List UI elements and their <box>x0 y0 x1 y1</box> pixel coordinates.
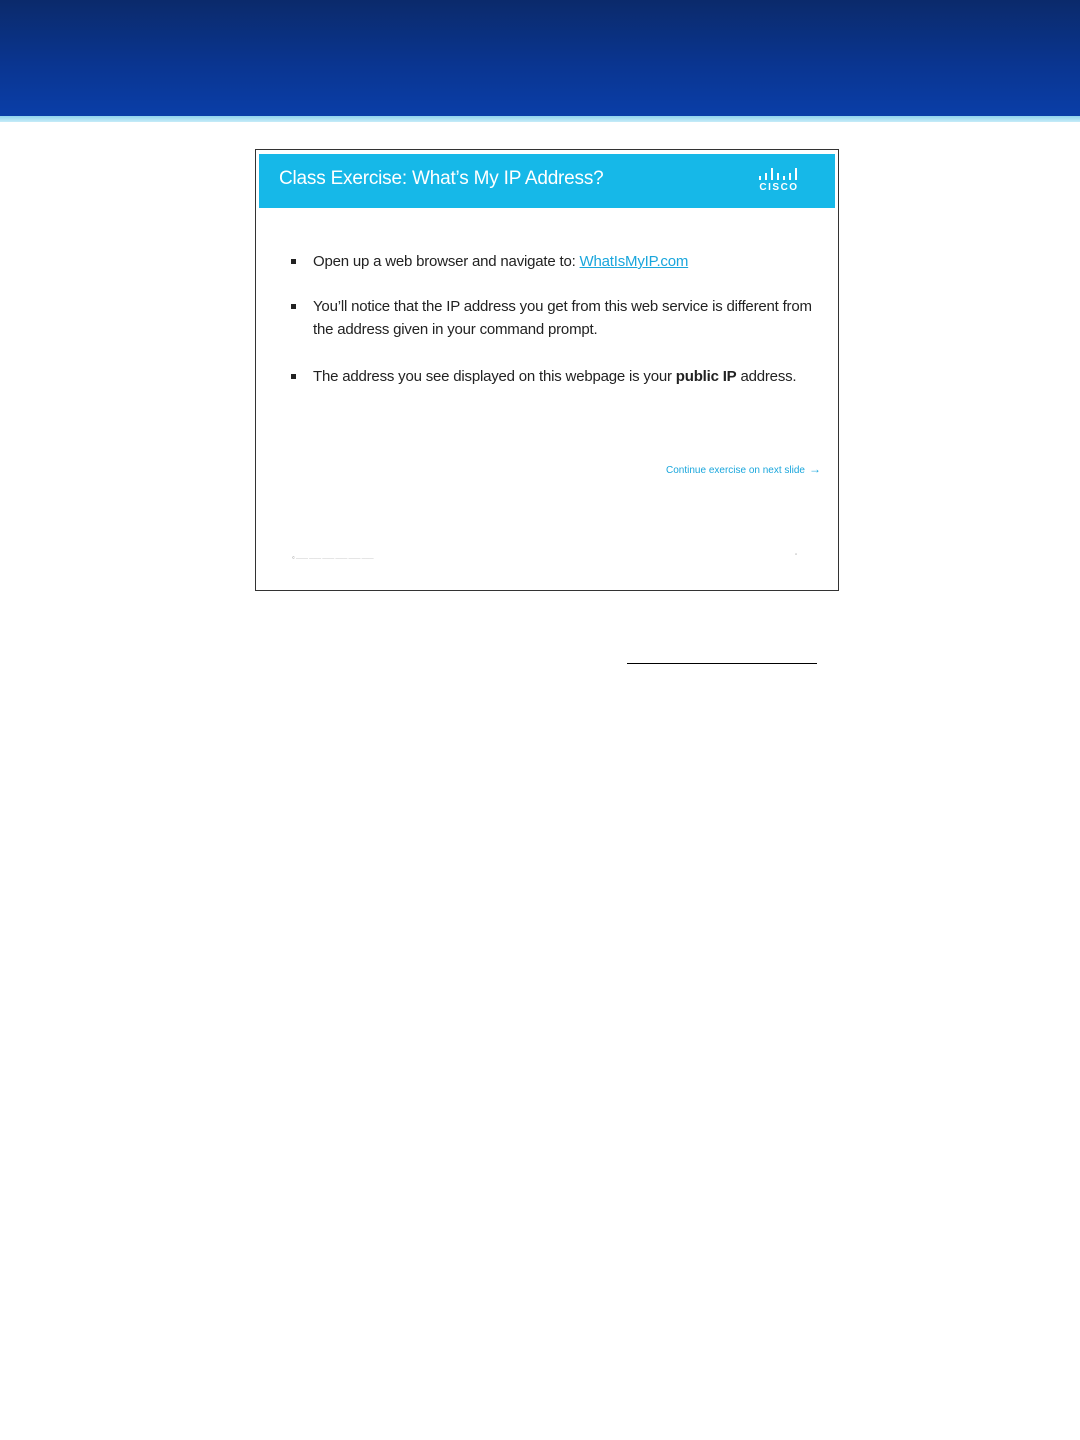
bullet-bold-text: public IP <box>675 368 737 385</box>
bullet-text: The address you see displayed on this webpage is your <box>313 368 676 385</box>
slide-header <box>259 154 835 208</box>
footer-page-number: ▫ <box>795 552 798 558</box>
bullet-text-end: address. <box>736 368 797 385</box>
cisco-logo <box>753 166 809 198</box>
bullet-item <box>289 365 824 411</box>
slide-thumbnail <box>255 149 839 591</box>
top-banner <box>0 0 1080 116</box>
arrow-right-icon: → <box>809 462 821 476</box>
continue-note-text: Continue exercise on next slide <box>666 465 805 476</box>
bullet-square-icon <box>291 374 296 379</box>
continue-note[interactable] <box>666 464 821 476</box>
slide-title: Class Exercise: What’s My IP Address? <box>279 168 604 189</box>
cisco-bars-icon <box>757 168 801 180</box>
bullet-list <box>289 250 824 411</box>
whatismyip-link[interactable]: WhatIsMyIP.com <box>579 253 689 270</box>
notes-line <box>627 663 817 664</box>
banner-stripe <box>0 116 1080 122</box>
bullet-item <box>289 250 824 273</box>
bullet-text: Open up a web browser and navigate to: <box>313 253 580 270</box>
bullet-item <box>289 295 824 341</box>
bullet-square-icon <box>291 259 296 264</box>
cisco-wordmark: CISCO <box>759 182 799 193</box>
bullet-square-icon <box>291 304 296 309</box>
footer-copyright: © ——— ——— ——— ——— ——— ——— <box>292 555 374 560</box>
bullet-text: You’ll notice that the IP address you get from this web service is different from the address given in your command prompt. <box>313 298 812 338</box>
